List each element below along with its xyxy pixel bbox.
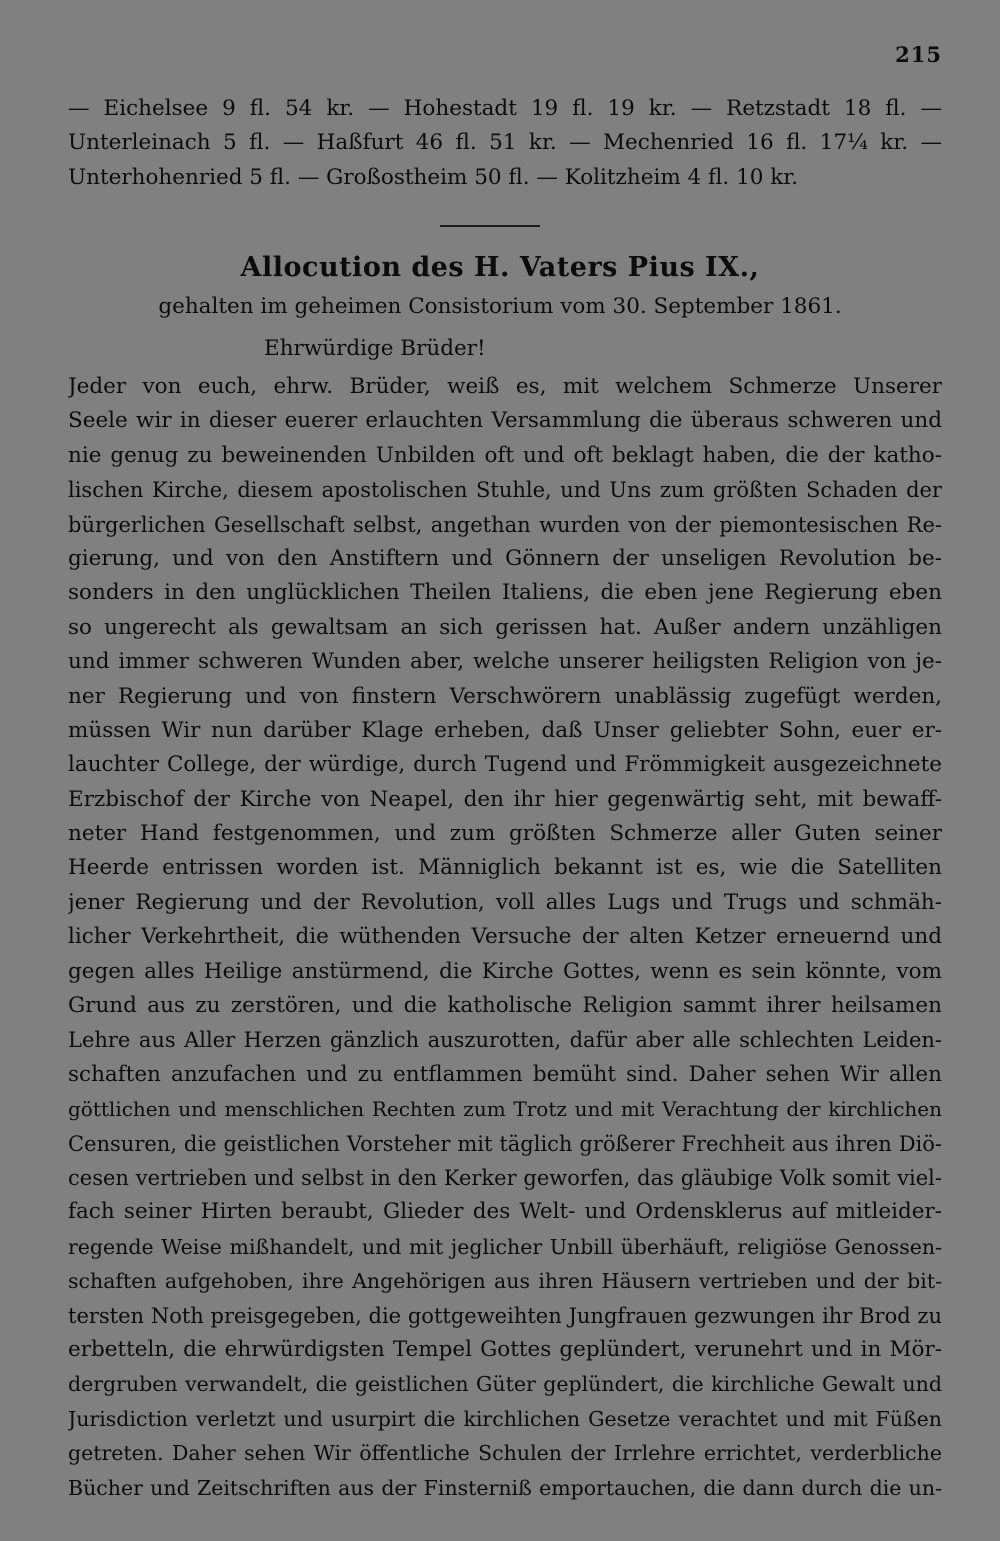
body-line: sonders in den unglücklichen Theilen Italiens, die eben jene Regierung eben (68, 580, 942, 606)
body-line: gegen alles Heilige anstürmend, die Kirche Gottes, wenn es sein könnte, vom (68, 958, 942, 984)
body-line: fach seiner Hirten beraubt, Glieder des Welt- und Ordensklerus auf mitleider- (68, 1199, 942, 1225)
article-body (68, 370, 942, 1505)
body-line: getreten. Daher sehen Wir öffentliche Schulen der Irrlehre errichtet, verderbliche (68, 1441, 942, 1466)
body-line: ner Regierung und von finstern Verschwörern unablässig zugefügt werden, (68, 683, 942, 709)
donation-line: Unterhohenried 5 fl. — Großostheim 50 fl. — Kolitzheim 4 fl. 10 kr. (68, 164, 799, 190)
section-separator (440, 225, 540, 227)
body-line: regende Weise mißhandelt, und mit jeglicher Unbill überhäuft, religiöse Genossen- (68, 1234, 942, 1259)
body-line: schaften anzufachen und zu entflammen bemüht sind. Daher sehen Wir allen (68, 1061, 942, 1087)
body-line: schaften aufgehoben, ihre Angehörigen aus ihren Häusern vertrieben und der bit- (68, 1269, 942, 1294)
body-line: bürgerlichen Gesellschaft selbst, angethan wurden von der piemontesischen Re- (68, 512, 942, 537)
body-line: gierung, und von den Anstiftern und Gönnern der unseligen Revolution be- (68, 545, 942, 571)
body-line: göttlichen und menschlichen Rechten zum Trotz und mit Verachtung der kirchlichen (68, 1097, 942, 1122)
body-line: Heerde entrissen worden ist. Männiglich bekannt ist es, wie die Satelliten (68, 855, 942, 881)
body-line: Jurisdiction verletzt und usurpirt die kirchlichen Gesetze verachtet und mit Füßen (68, 1406, 942, 1431)
donation-line: Unterleinach 5 fl. — Haßfurt 46 fl. 51 kr. — Mechenried 16 fl. 17¼ kr. — (68, 130, 942, 156)
donation-list (68, 92, 942, 195)
body-line: Grund aus zu zerstören, und die katholische Religion sammt ihrer heilsamen (68, 993, 942, 1019)
body-line: erbetteln, die ehrwürdigsten Tempel Gottes geplündert, verunehrt und in Mör- (68, 1336, 942, 1362)
page-number: 215 (895, 42, 942, 67)
body-line: lischen Kirche, diesem apostolischen Stuhle, und Uns zum größten Schaden der (68, 478, 942, 503)
body-line: licher Verkehrtheit, die wüthenden Versuche der alten Ketzer erneuernd und (68, 924, 942, 950)
body-line: Jeder von euch, ehrw. Brüder, weiß es, mit welchem Schmerze Unserer (68, 374, 942, 399)
body-line: müssen Wir nun darüber Klage erheben, daß Unser geliebter Sohn, euer er- (68, 717, 942, 743)
body-line: Censuren, die geistlichen Vorsteher mit täglich größerer Frechheit aus ihren Diö- (68, 1131, 942, 1156)
body-line: cesen vertrieben und selbst in den Kerker geworfen, das gläubige Volk somit viel- (68, 1165, 942, 1190)
body-line: so ungerecht als gewaltsam an sich gerissen hat. Außer andern unzähligen (68, 614, 942, 640)
body-line: lauchter College, der würdige, durch Tugend und Frömmigkeit ausgezeichnete (68, 752, 942, 778)
article-title: Allocution des H. Vaters Pius IX., (240, 252, 760, 283)
body-line: tersten Noth preisgegeben, die gottgeweihten Jungfrauen gezwungen ihr Brod zu (68, 1303, 942, 1328)
article-subtitle: gehalten im geheimen Consistorium vom 30. September 1861. (158, 294, 842, 319)
body-line: jener Regierung und der Revolution, voll alles Lugs und Trugs und schmäh- (68, 889, 942, 915)
body-line: Lehre aus Aller Herzen gänzlich auszurotten, dafür aber alle schlechten Leiden- (68, 1028, 942, 1053)
salutation: Ehrwürdige Brüder! (264, 336, 486, 361)
body-line: Erzbischof der Kirche von Neapel, den ihr hier gegenwärtig seht, mit bewaff- (68, 786, 942, 812)
body-line: dergruben verwandelt, die geistlichen Güter geplündert, die kirchliche Gewalt und (68, 1372, 942, 1397)
donation-line: — Eichelsee 9 fl. 54 kr. — Hohestadt 19 fl. 19 kr. — Retzstadt 18 fl. — (68, 96, 942, 121)
body-line: neter Hand festgenommen, und zum größten Schmerze aller Guten seiner (68, 821, 942, 847)
body-line: Bücher und Zeitschriften aus der Finsterniß emportauchen, die dann durch die un- (68, 1475, 942, 1500)
body-line: Seele wir in dieser euerer erlauchten Versammlung die überaus schweren und (68, 408, 942, 434)
body-line: nie genug zu beweinenden Unbilden oft und oft beklagt haben, die der katho- (68, 442, 942, 468)
body-line: und immer schweren Wunden aber, welche unserer heiligsten Religion von je- (68, 649, 942, 675)
